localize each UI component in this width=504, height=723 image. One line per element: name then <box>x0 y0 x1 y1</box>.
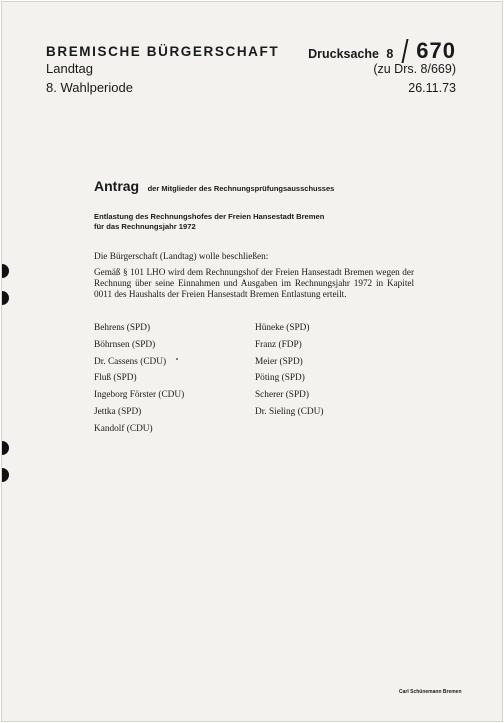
signatory: Pöting (SPD) <box>255 373 305 384</box>
signatory: Behrens (SPD) <box>94 323 151 333</box>
printer-imprint: Carl Schünemann Bremen <box>399 689 462 695</box>
document-page <box>1 1 503 722</box>
signatory: Scherer (SPD) <box>255 390 309 401</box>
signatory: Franz (FDP) <box>255 339 302 350</box>
signatory: Meier (SPD) <box>255 356 303 367</box>
motion-title <box>94 178 334 196</box>
organization-name: BREMISCHE BÜRGERSCHAFT <box>46 44 280 59</box>
signatory: Ingeborg Förster (CDU) <box>94 390 185 401</box>
drucksache-prefix: 8 <box>386 47 394 61</box>
signatory: Jettka (SPD) <box>94 406 142 417</box>
punch-hole <box>1 264 9 278</box>
signatory: Dr. Cassens (CDU) <box>94 356 167 367</box>
signatory: Dr. Sieling (CDU) <box>255 406 324 417</box>
resolution-text: Gemäß § 101 LHO wird dem Rechnungshof der Freien Hansestadt Bremen wegen der Rechnung über seine Einnahmen und Ausgaben im Rechnungsjahr 1972 in Kapitel 0011 des Haushalts der Freien Hansestadt Bremen Entlastung erteilt. <box>94 267 414 299</box>
punch-hole <box>1 441 9 455</box>
reference-number: (zu Drs. 8/669) <box>373 62 456 76</box>
document-date: 26.11.73 <box>408 81 456 95</box>
signatory: Fluß (SPD) <box>94 373 137 384</box>
drucksache-label: Drucksache <box>308 47 379 61</box>
signatories-left <box>94 320 184 438</box>
punch-hole <box>1 468 9 482</box>
drucksache-heading <box>308 38 456 64</box>
subject-line-2: für das Rechnungsjahr 1972 <box>94 222 196 231</box>
slash-divider <box>401 39 408 63</box>
chamber-label: Landtag <box>46 61 93 76</box>
period-label: 8. Wahlperiode <box>46 80 133 95</box>
signatory: Kandolf (CDU) <box>94 423 153 434</box>
scan-speck <box>176 358 178 360</box>
motion-intro: Die Bürgerschaft (Landtag) wolle beschließen: <box>94 252 269 262</box>
motion-subject <box>94 212 324 232</box>
motion-title-rest: der Mitglieder des Rechnungsprüfungsausschusses <box>147 184 335 193</box>
subject-line-1: Entlastung des Rechnungshofes der Freien Hansestadt Bremen <box>94 212 325 221</box>
signatory: Böhrnsen (SPD) <box>94 339 156 350</box>
signatories-right <box>255 320 323 421</box>
punch-hole <box>1 291 9 305</box>
drucksache-number: 670 <box>416 38 456 63</box>
motion-title-word: Antrag <box>94 178 140 194</box>
signatory: Hüneke (SPD) <box>255 323 310 333</box>
